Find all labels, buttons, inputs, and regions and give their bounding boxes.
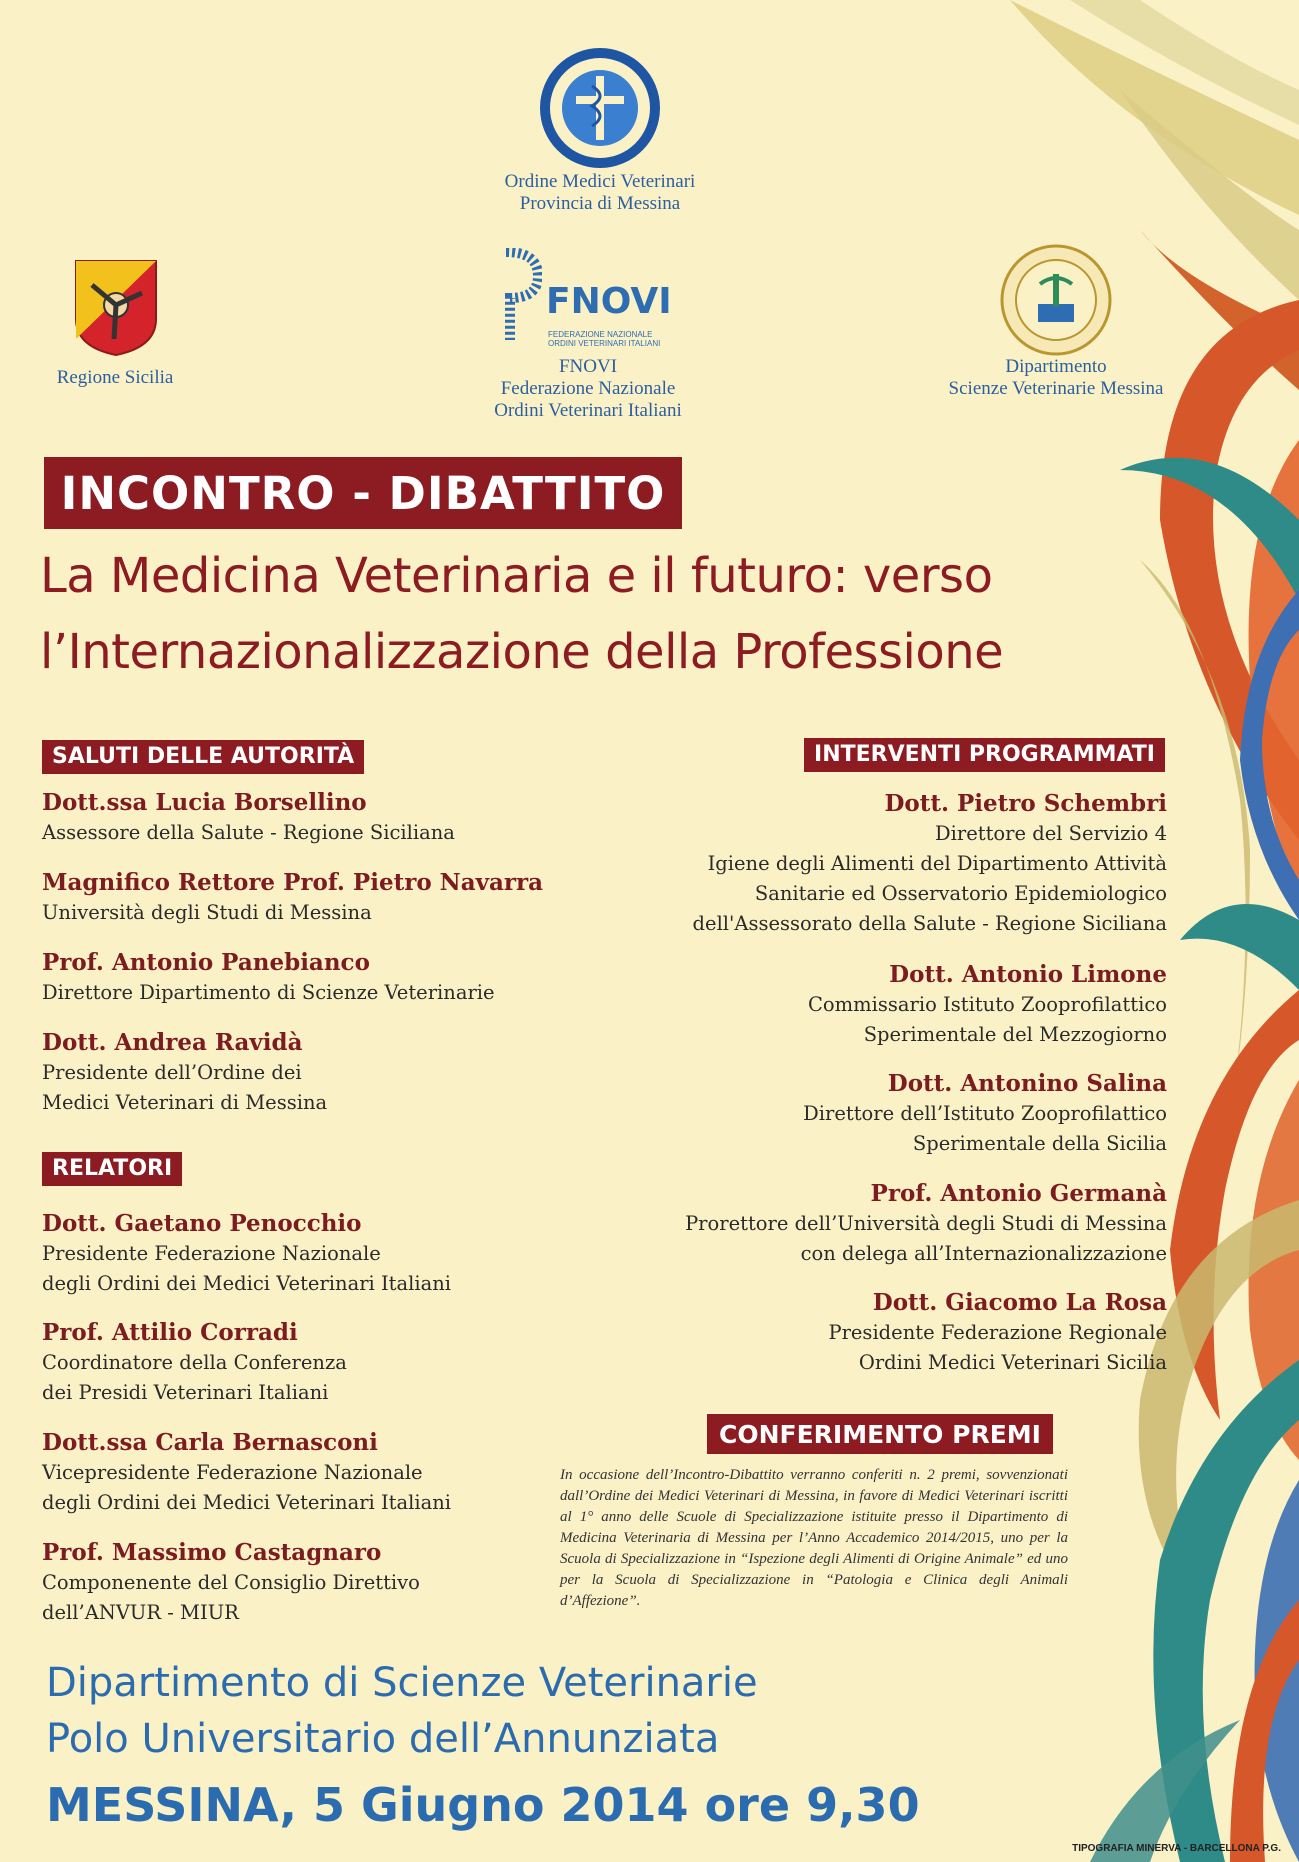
person-role: Università degli Studi di Messina — [42, 901, 372, 924]
person-name: Dott. Andrea Ravidà — [42, 1029, 303, 1056]
person-name: Prof. Massimo Castagnaro — [42, 1539, 382, 1566]
person-name: Prof. Antonio Panebianco — [42, 949, 370, 976]
person-role: con delega all’Internazionalizzazione — [800, 1242, 1167, 1265]
person-role: Assessore della Salute - Regione Siciliana — [42, 821, 455, 844]
universita-caption — [925, 356, 1187, 400]
person-role: Commissario Istituto Zooprofilattico — [808, 993, 1167, 1016]
person-role: Coordinatore della Conferenza — [42, 1351, 347, 1374]
premi-description: In occasione dell’Incontro-Dibattito verranno conferiti n. 2 premi, sovvenzionati dall’Ordine dei Medici Veterinari di Messina, in favore di Medici Veterinari iscritti al 1° anno delle Scuole di Specializzazione istituite presso il Dipartimento di Medicina Veterinaria di Messina per l’Anno Accademico 2014/2015, uno per la Scuola di Specializzazione in “Ispezione degli Alimenti di Origine Animale” ed uno per la Scuola di Specializzazione in “Patologia e Clinica degli Animali d’Affezione”. — [560, 1467, 1068, 1609]
person-entry — [547, 1069, 1167, 1159]
person-role: Sperimentale della Sicilia — [912, 1132, 1167, 1155]
sicilia-caption: Regione Sicilia — [56, 367, 174, 388]
person-role: Prorettore dell’Università degli Studi di Messina — [685, 1212, 1167, 1235]
person-name: Dott.ssa Lucia Borsellino — [42, 789, 367, 816]
section-heading-saluti: SALUTI DELLE AUTORITÀ — [42, 740, 364, 774]
person-name: Magnifico Rettore Prof. Pietro Navarra — [42, 869, 544, 896]
fnovi-caption-line: Federazione Nazionale — [500, 378, 676, 399]
person-name: Dott. Antonino Salina — [887, 1070, 1167, 1097]
ordine-caption-line: Provincia di Messina — [519, 193, 681, 214]
person-entry — [42, 1428, 602, 1518]
person-entry — [547, 1179, 1167, 1269]
fnovi-caption — [438, 356, 738, 422]
person-entry — [547, 789, 1167, 939]
person-role: Presidente Federazione Nazionale — [42, 1242, 381, 1265]
person-role: Presidente dell’Ordine dei — [42, 1061, 302, 1084]
printer-credit: TIPOGRAFIA MINERVA - BARCELLONA P.G. — [1072, 1843, 1281, 1854]
person-role: degli Ordini dei Medici Veterinari Italiani — [42, 1491, 452, 1514]
person-role: Ordini Medici Veterinari Sicilia — [858, 1351, 1167, 1374]
person-role: Sanitarie ed Osservatorio Epidemiologico — [754, 882, 1167, 905]
person-entry — [42, 1209, 602, 1299]
person-role: Sperimentale del Mezzogiorno — [863, 1023, 1167, 1046]
section-heading-relatori: RELATORI — [42, 1152, 182, 1186]
event-title-line: La Medicina Veterinaria e il futuro: verso — [40, 548, 993, 604]
person-role: Direttore del Servizio 4 — [935, 822, 1167, 845]
person-name: Dott. Pietro Schembri — [884, 790, 1167, 817]
fnovi-caption-line: Ordini Veterinari Italiani — [494, 400, 682, 421]
event-date: MESSINA, 5 Giugno 2014 ore 9,30 — [46, 1778, 920, 1832]
person-entry — [42, 788, 602, 848]
person-name: Prof. Antonio Germanà — [870, 1180, 1167, 1207]
person-entry — [42, 1028, 602, 1118]
person-role: dell’ANVUR - MIUR — [42, 1601, 239, 1624]
person-entry — [42, 868, 602, 928]
fnovi-subtitle — [548, 330, 660, 348]
person-role: degli Ordini dei Medici Veterinari Italiani — [42, 1272, 452, 1295]
person-name: Dott.ssa Carla Bernasconi — [42, 1429, 378, 1456]
fnovi-subtitle-line: ORDINI VETERINARI ITALIANI — [548, 339, 661, 348]
fnovi-subtitle-line: FEDERAZIONE NAZIONALE — [548, 330, 653, 339]
person-name: Dott. Giacomo La Rosa — [872, 1289, 1167, 1316]
person-entry — [42, 1538, 602, 1628]
person-role: Direttore Dipartimento di Scienze Veterinarie — [42, 981, 495, 1004]
universita-seal-icon — [1000, 244, 1112, 356]
ordine-caption-line: Ordine Medici Veterinari — [504, 171, 696, 192]
venue-line: Dipartimento di Scienze Veterinarie — [46, 1660, 758, 1706]
person-name: Prof. Attilio Corradi — [42, 1319, 298, 1346]
person-role: Presidente Federazione Regionale — [828, 1321, 1167, 1344]
universita-caption-line: Dipartimento — [1005, 356, 1107, 377]
sicilia-coat-of-arms-icon — [74, 259, 158, 357]
section-heading-interventi: INTERVENTI PROGRAMMATI — [804, 738, 1165, 772]
universita-caption-line: Scienze Veterinarie Messina — [948, 378, 1164, 399]
person-role: dell'Assessorato della Salute - Regione Siciliana — [692, 912, 1167, 935]
event-type-banner: INCONTRO - DIBATTITO — [44, 457, 682, 529]
person-role: Medici Veterinari di Messina — [42, 1091, 328, 1114]
fnovi-logo-icon — [498, 248, 542, 344]
venue-line: Polo Universitario dell’Annunziata — [46, 1716, 720, 1762]
ordine-caption — [440, 171, 760, 215]
event-title-line: l’Internazionalizzazione della Professione — [40, 624, 1004, 680]
person-role: Igiene degli Alimenti del Dipartimento Attività — [707, 852, 1167, 875]
person-name: Dott. Antonio Limone — [889, 961, 1167, 988]
person-role: dei Presidi Veterinari Italiani — [42, 1381, 329, 1404]
person-role: Componenente del Consiglio Direttivo — [42, 1571, 420, 1594]
person-role: Vicepresidente Federazione Nazionale — [42, 1461, 423, 1484]
person-entry — [547, 1288, 1167, 1378]
ordine-seal-icon — [538, 46, 662, 170]
fnovi-wordmark: FNOVI — [546, 281, 672, 322]
person-entry — [42, 948, 602, 1008]
person-name: Dott. Gaetano Penocchio — [42, 1210, 362, 1237]
person-entry — [42, 1318, 602, 1408]
person-role: Direttore dell’Istituto Zooprofilattico — [803, 1102, 1167, 1125]
section-heading-premi: CONFERIMENTO PREMI — [707, 1414, 1053, 1454]
person-entry — [547, 960, 1167, 1050]
fnovi-caption-line: FNOVI — [558, 356, 618, 377]
